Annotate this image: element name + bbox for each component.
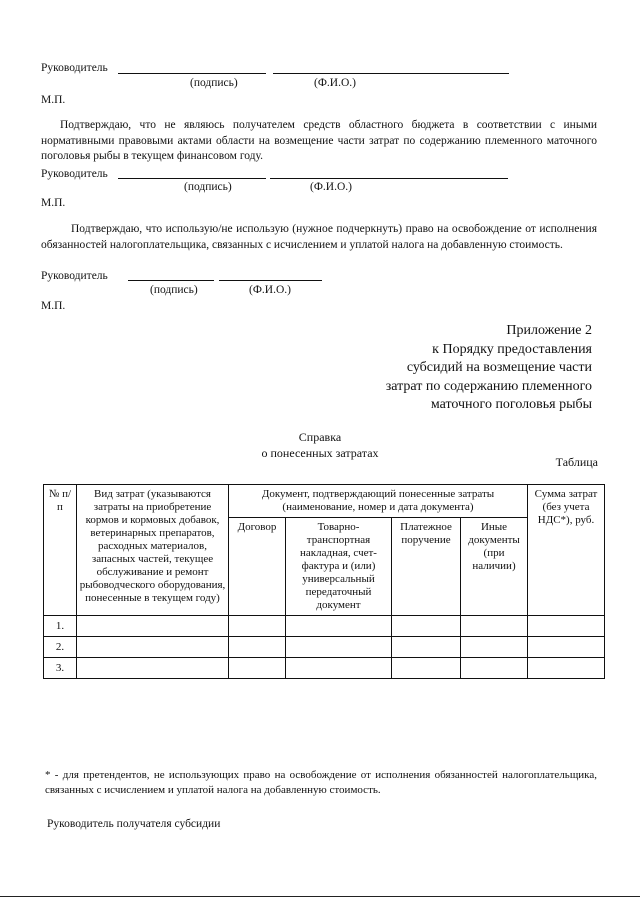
table-cell: [229, 658, 286, 679]
name-caption: (Ф.И.О.): [249, 284, 291, 296]
seal-label: М.П.: [41, 197, 66, 209]
header-waybill: Товарно-транспортная накладная, счет-фактура и (или) универсальный передаточный документ: [286, 518, 392, 616]
table-cell: [528, 658, 605, 679]
closing-signature-label: Руководитель получателя субсидии: [47, 818, 221, 830]
table-cell: [77, 658, 229, 679]
table-cell: [392, 637, 461, 658]
manager-label: Руководитель: [41, 168, 108, 180]
name-caption: (Ф.И.О.): [314, 77, 356, 89]
table-row: [44, 637, 605, 658]
table-cell: [392, 616, 461, 637]
header-contract: Договор: [229, 518, 286, 616]
header-cost-type: Вид затрат (указываются затраты на приобретение кормов и кормовых добавок, ветеринарных препаратов, расходных материалов, запасных частей, текущее обслуживание и ремонт рыбоводческого оборудования, понесенные в текущем году): [77, 485, 229, 616]
header-sum: Сумма затрат (без учета НДС*), руб.: [528, 485, 605, 616]
certificate-title: Справка: [298, 430, 342, 444]
header-document-group: Документ, подтверждающий понесенные затраты (наименование, номер и дата документа): [229, 485, 528, 518]
signature-caption: (подпись): [190, 77, 238, 89]
name-line: [273, 73, 509, 74]
signature-line: [118, 178, 266, 179]
appendix-line: маточного поголовья рыбы: [430, 397, 592, 413]
name-line: [270, 178, 508, 179]
table-row: [44, 616, 605, 637]
table-cell: [77, 616, 229, 637]
page-edge-rule: [0, 896, 640, 897]
table-cell: [461, 637, 528, 658]
table-cell: [528, 616, 605, 637]
header-other-documents: Иные документы (при наличии): [461, 518, 528, 616]
appendix-line: субсидий на возмещение части: [406, 360, 592, 376]
footnote: * - для претендентов, не использующих право на освобождение от исполнения обязанностей налогоплательщика, связанных с исчислением и уплатой налога на добавленную стоимость.: [45, 769, 597, 796]
row-number: 2.: [44, 637, 77, 658]
table-cell: [286, 637, 392, 658]
costs-table: [43, 484, 605, 679]
confirmation-paragraph-1: Подтверждаю, что не являюсь получателем средств областного бюджета в соответствии с иными нормативными правовыми актами области на возмещение части затрат по содержанию племенного маточного поголовья рыбы в текущем финансовом году.: [41, 119, 597, 162]
table-cell: [392, 658, 461, 679]
signature-caption: (подпись): [184, 181, 232, 193]
certificate-subtitle: о понесенных затратах: [261, 446, 379, 460]
row-number: 1.: [44, 616, 77, 637]
manager-label: Руководитель: [41, 62, 108, 74]
table-cell: [286, 658, 392, 679]
header-num: № п/п: [44, 485, 77, 616]
signature-caption: (подпись): [150, 284, 198, 296]
appendix-line: к Порядку предоставления: [432, 341, 592, 357]
table-cell: [286, 616, 392, 637]
row-number: 3.: [44, 658, 77, 679]
appendix-line: затрат по содержанию племенного: [385, 378, 592, 394]
name-caption: (Ф.И.О.): [310, 181, 352, 193]
appendix-line: Приложение 2: [506, 323, 592, 338]
manager-label: Руководитель: [41, 270, 108, 282]
appendix-heading: [386, 322, 592, 415]
seal-label: М.П.: [41, 300, 66, 312]
signature-line: [128, 280, 214, 281]
seal-label: М.П.: [41, 94, 66, 106]
confirmation-paragraph-2: Подтверждаю, что использую/не использую (нужное подчеркнуть) право на освобождение от исполнения обязанностей налогоплательщика, связанных с исчислением и уплатой налога на добавленную стоимость.: [41, 223, 597, 251]
table-cell: [461, 658, 528, 679]
table-cell: [229, 637, 286, 658]
header-payment-order: Платежное поручение: [392, 518, 461, 616]
table-cell: [528, 637, 605, 658]
table-cell: [77, 637, 229, 658]
table-cell: [461, 616, 528, 637]
name-line: [219, 280, 322, 281]
table-cell: [229, 616, 286, 637]
signature-line: [118, 73, 266, 74]
table-row: [44, 658, 605, 679]
table-label: Таблица: [555, 455, 598, 469]
